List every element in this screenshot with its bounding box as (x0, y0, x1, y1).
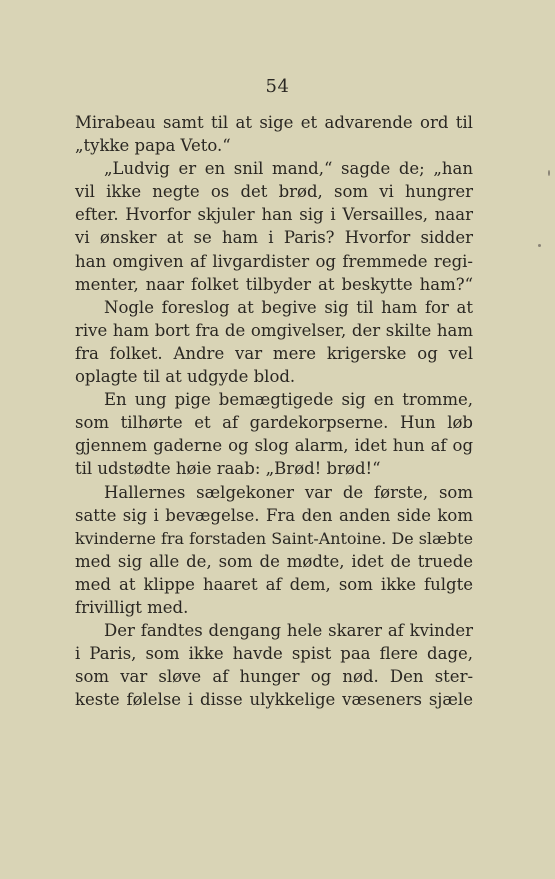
body-text (75, 111, 473, 711)
text-line: kvinderne fra forstaden Saint-Antoine. De slæbte (75, 528, 473, 548)
text-line: med sig alle de, som de mødte, idet de truede (75, 551, 474, 571)
text-line: som tilhørte et af gardekorpserne. Hun løb (75, 413, 473, 433)
text-line: han omgiven af livgardister og fremmede regi- (75, 251, 473, 271)
text-line: vi ønsker at se ham i Paris? Hvorfor sidder (75, 228, 473, 248)
page-number: 54 (265, 76, 290, 97)
text-line: En ung pige bemægtigede sig en tromme, (104, 390, 473, 410)
text-line: Nogle foreslog at begive sig til ham for at (104, 297, 474, 317)
text-line: keste følelse i disse ulykkelige væseners sjæle (75, 690, 473, 710)
text-line: fra folket. Andre var mere krigerske og vel (75, 343, 473, 363)
text-line: i Paris, som ikke havde spist paa flere dage, (75, 644, 474, 664)
text-line: Hallernes sælgekoner var de første, som (104, 482, 474, 502)
paper-speck (538, 244, 541, 247)
text-line: som var sløve af hunger og nød. Den ster- (75, 667, 474, 687)
text-line: Der fandtes dengang hele skarer af kvinder (104, 621, 474, 641)
paper-speck (548, 170, 550, 176)
text-line: gjennem gaderne og slog alarm, idet hun af og (75, 436, 474, 456)
text-line: frivilligt med. (75, 597, 189, 617)
text-line: efter. Hvorfor skjuler han sig i Versailles, naar (75, 205, 473, 225)
text-line: menter, naar folket tilbyder at beskytte ham?“ (75, 274, 474, 294)
text-line: oplagte til at udgyde blod. (75, 367, 296, 387)
text-line: til udstødte høie raab: „Brød! brød!“ (75, 459, 381, 479)
text-line: „Ludvig er en snil mand,“ sagde de; „han (104, 159, 473, 179)
text-line: rive ham bort fra de omgivelser, der skilte ham (75, 320, 474, 340)
text-line: med at klippe haaret af dem, som ikke fulgte (75, 574, 473, 594)
text-line: satte sig i bevægelse. Fra den anden side kom (75, 505, 473, 525)
text-line: „tykke papa Veto.“ (75, 136, 231, 156)
text-line: Mirabeau samt til at sige et advarende ord til (75, 113, 473, 132)
text-line: vil ikke negte os det brød, som vi hungrer (75, 182, 473, 202)
